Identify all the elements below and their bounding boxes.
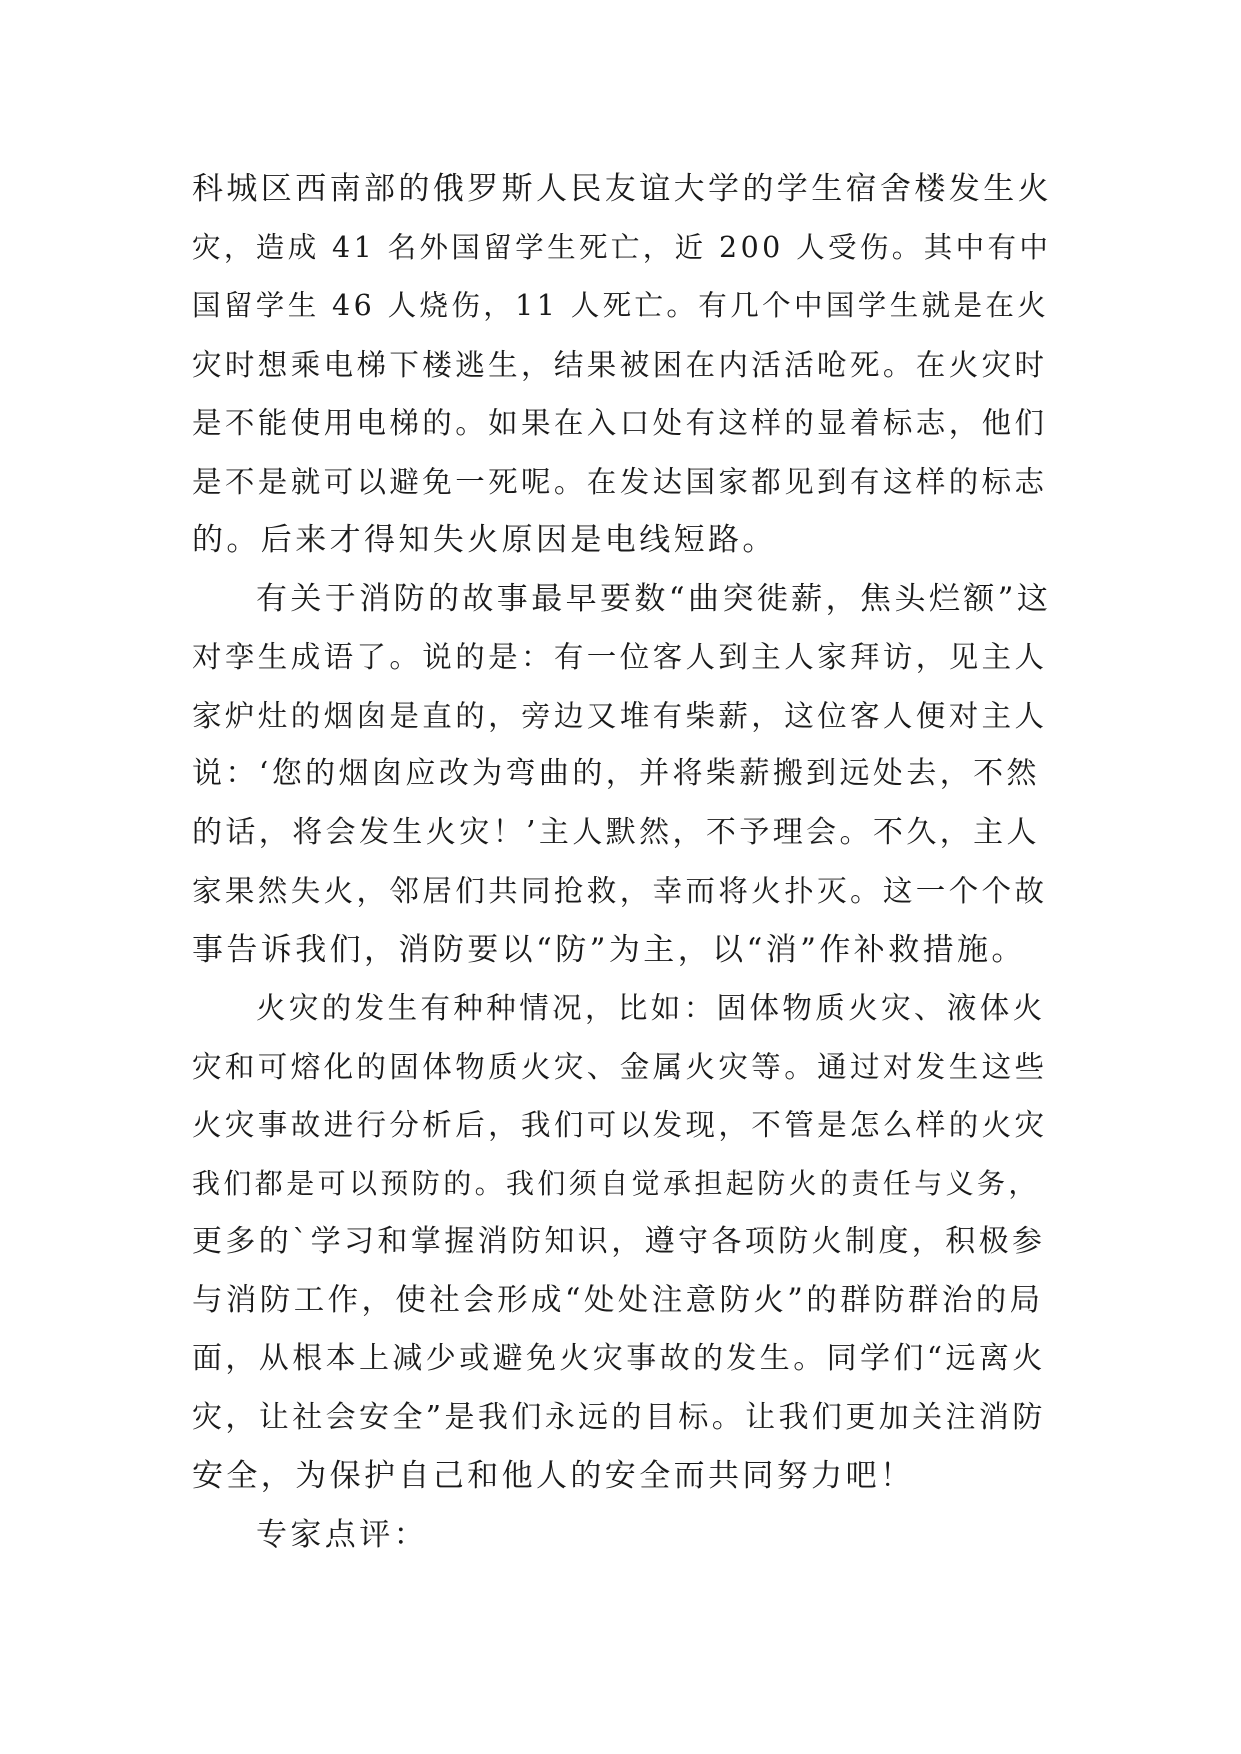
- paragraph-start-line: 火灾的发生有种种情况，比如：固体物质火灾、液体火: [256, 991, 1046, 1025]
- text-line: 灾，让社会安全”是我们永远的目标。让我们更加关注消防: [192, 1399, 1046, 1435]
- paragraph-start-line: 有关于消防的故事最早要数“曲突徙薪，焦头烂额”这: [256, 580, 1052, 617]
- text-line: 的话，将会发生火灾！’主人默然，不予理会。不久，主人: [192, 814, 1040, 850]
- text-line: 的。后来才得知失火原因是电线短路。: [192, 522, 777, 558]
- body-text: [192, 160, 1052, 1564]
- text-line: 灾时想乘电梯下楼逃生，结果被困在内活活呛死。在火灾时: [192, 347, 1048, 382]
- text-line: 说：‘您的烟囱应改为弯曲的，并将柴薪搬到远处去，不然: [192, 756, 1040, 791]
- text-line: 我们都是可以预防的。我们须自觉承担起防火的责任与义务，: [192, 1166, 1040, 1200]
- text-line: 事告诉我们，消防要以“防”为主，以“消”作补救措施。: [192, 931, 1026, 968]
- text-line: 国留学生 46 人烧伤，11 人死亡。有几个中国学生就是在火: [192, 289, 1050, 322]
- text-line: 面，从根本上减少或避免火灾事故的发生。同学们“远离火: [192, 1341, 1046, 1376]
- text-line: 与消防工作，使社会形成“处处注意防火”的群防群治的局: [192, 1282, 1044, 1318]
- text-line: 是不能使用电梯的。如果在入口处有这样的显着标志，他们: [192, 406, 1048, 440]
- text-line: 家炉灶的烟囱是直的，旁边又堆有柴薪，这位客人便对主人: [192, 698, 1048, 733]
- text-line: 科城区西南部的俄罗斯人民友谊大学的学生宿舍楼发生火: [192, 171, 1052, 207]
- text-line: 安全，为保护自己和他人的安全而共同努力吧！: [192, 1458, 915, 1494]
- text-line: 灾和可熔化的固体物质火灾、金属火灾等。通过对发生这些: [192, 1049, 1048, 1084]
- text-line: 是不是就可以避免一死呢。在发达国家都见到有这样的标志: [192, 464, 1048, 499]
- section-heading-expert-comment: 专家点评：: [256, 1516, 428, 1553]
- text-line: 家果然失火，邻居们共同抢救，幸而将火扑灭。这一个个故: [192, 874, 1048, 908]
- text-line: 更多的`学习和掌握消防知识，遵守各项防火制度，积极参: [192, 1224, 1046, 1259]
- text-line: 火灾事故进行分析后，我们可以发现，不管是怎么样的火灾: [192, 1108, 1048, 1142]
- text-line: 灾，造成 41 名外国留学生死亡，近 200 人受伤。其中有中: [192, 230, 1052, 264]
- text-line: 对孪生成语了。说的是：有一位客人到主人家拜访，见主人: [192, 640, 1048, 674]
